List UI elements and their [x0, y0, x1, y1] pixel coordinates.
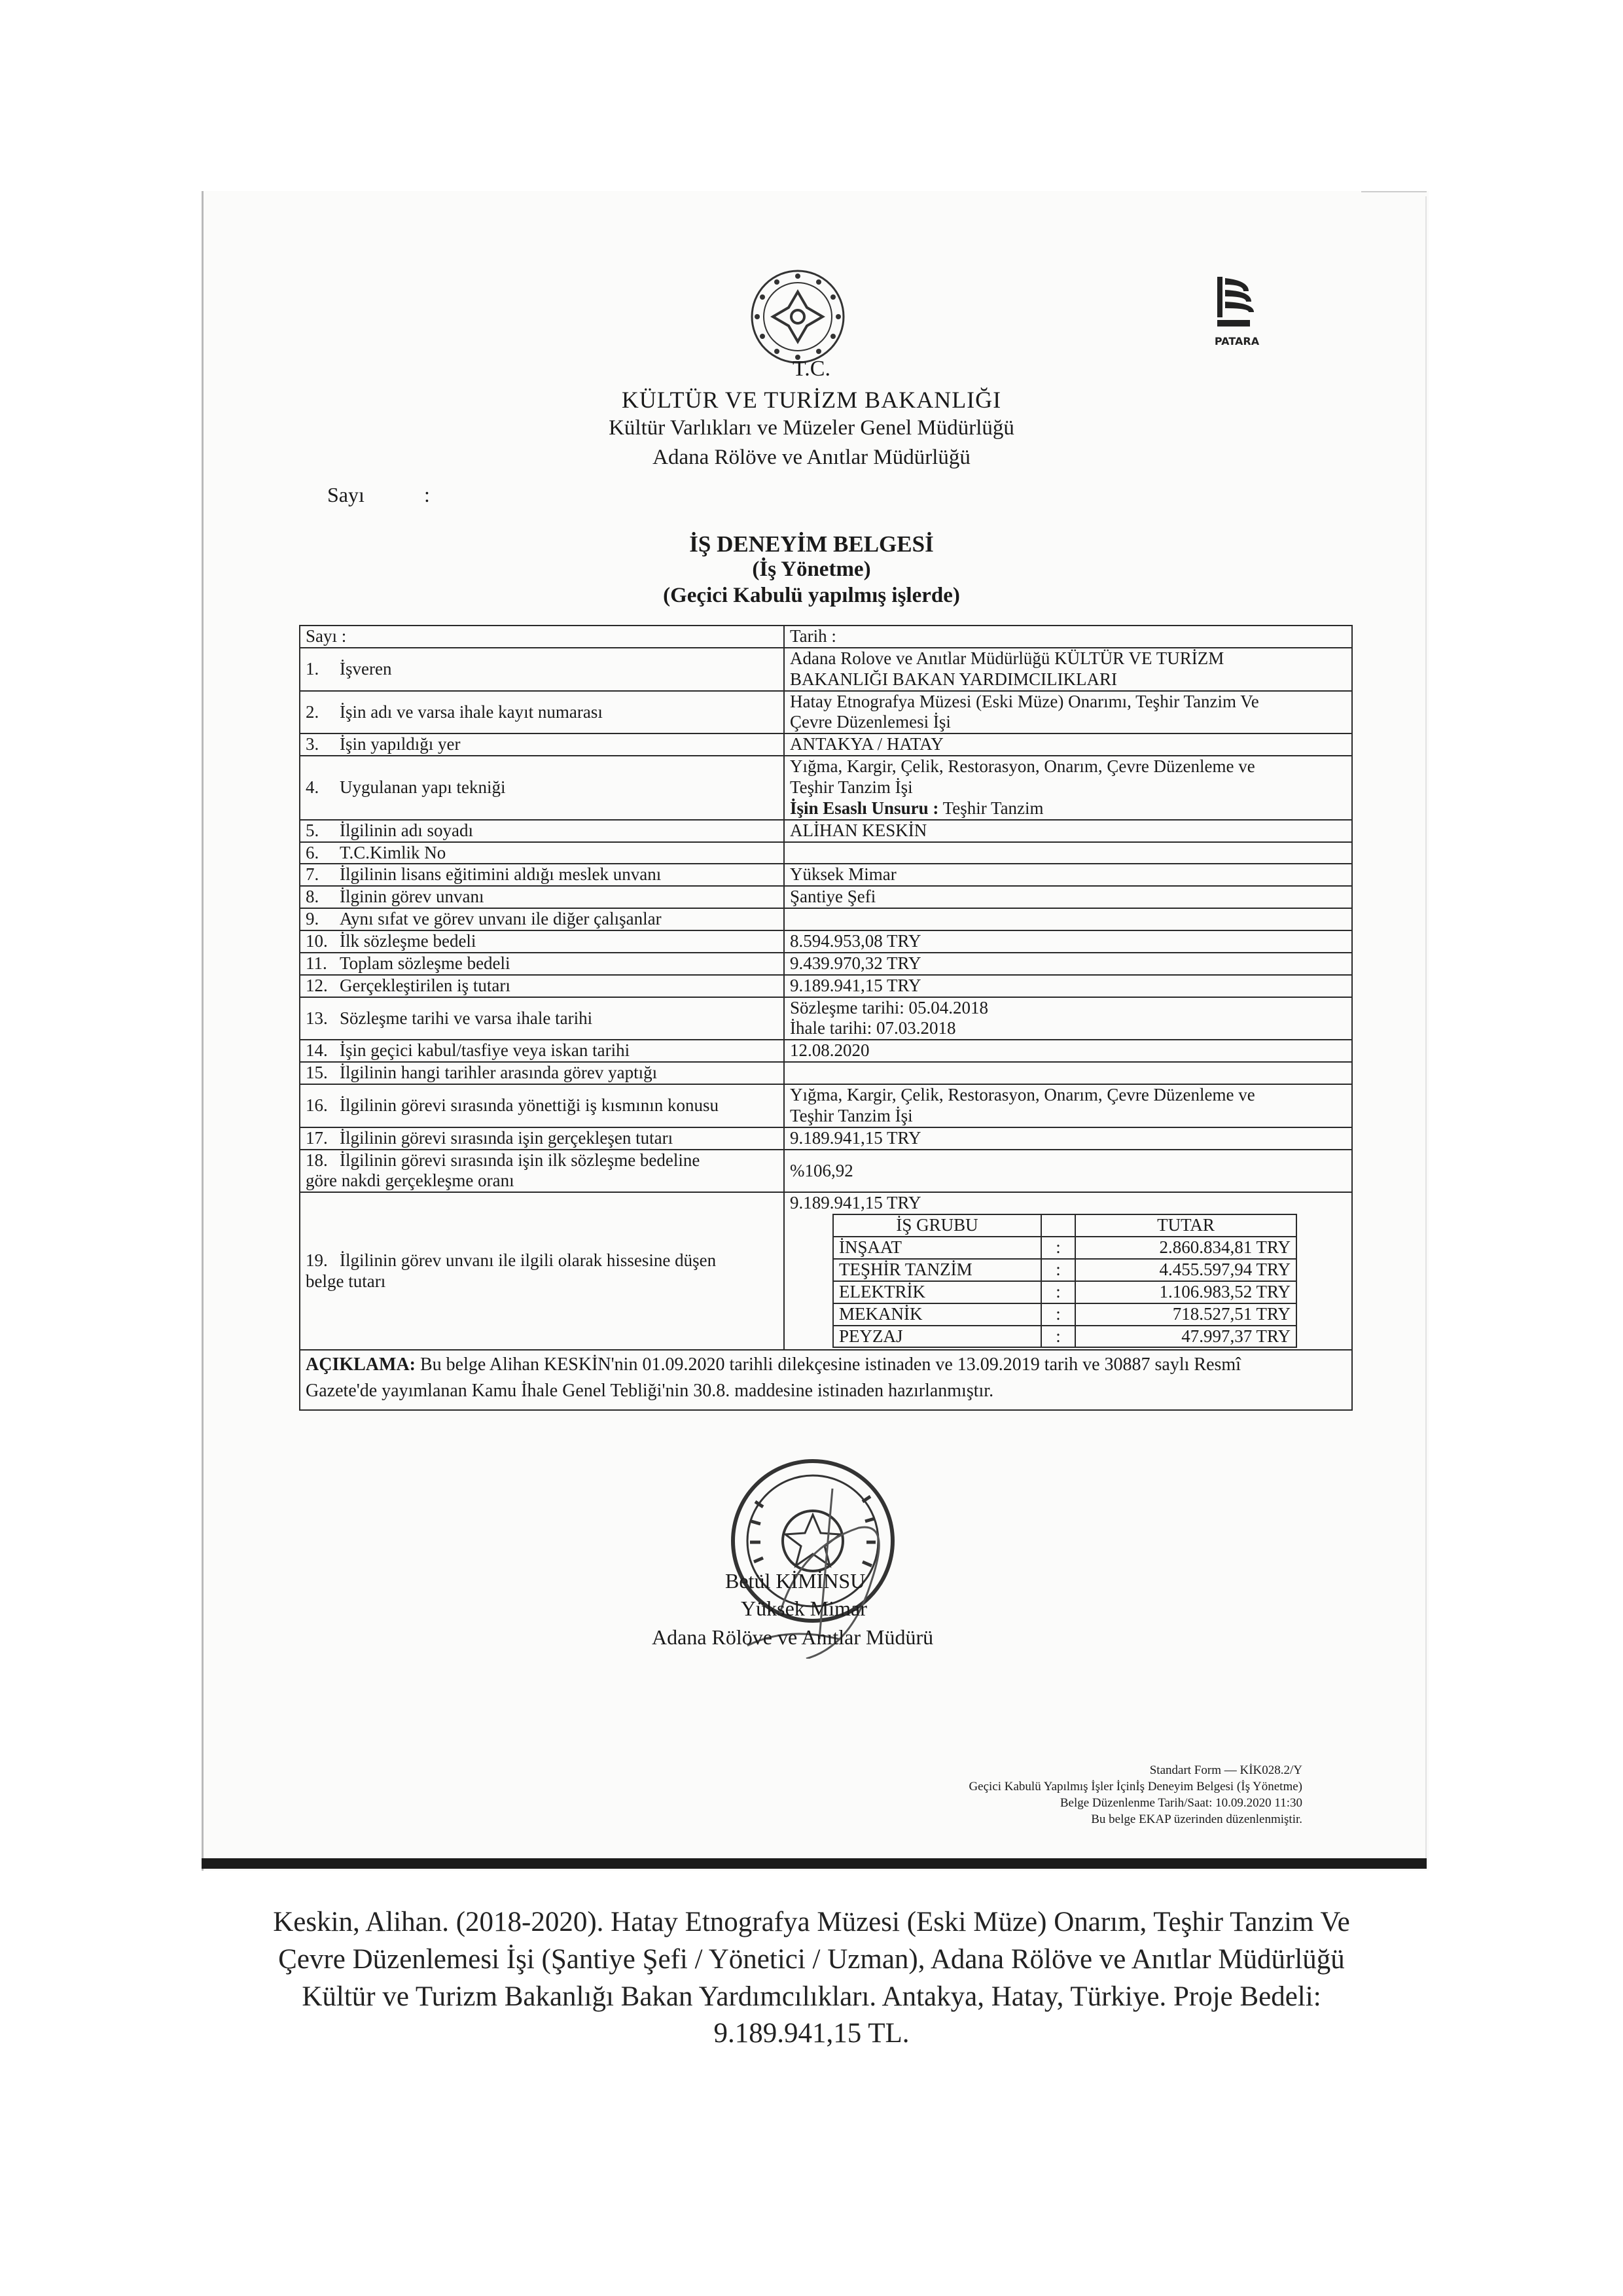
work-group-separator: :: [1041, 1259, 1075, 1281]
work-group-row: [833, 1237, 1296, 1259]
row-number: 11.: [306, 953, 327, 973]
form-row: [300, 1127, 1352, 1150]
row-number: 14.: [306, 1040, 328, 1061]
row-number: 16.: [306, 1095, 328, 1115]
work-group-row: [833, 1303, 1296, 1326]
row-value-text: 9.189.941,15 TRY: [790, 1127, 921, 1148]
row-value-text: Teşhir Tanzim İşi: [790, 1105, 913, 1125]
work-group-row: [833, 1326, 1296, 1348]
form-row: [300, 997, 1352, 1040]
row-value-text: Çevre Düzenlemesi İşi: [790, 712, 951, 732]
experience-form-table: [299, 625, 1353, 1411]
row-value-text: Yüksek Mimar: [790, 864, 897, 885]
row-label-text: İşin yapıldığı yer: [340, 734, 461, 754]
row-label-text: İlgilinin hangi tarihler arasında görev yaptığı: [340, 1063, 658, 1083]
form-row: [300, 908, 1352, 930]
row-value-text: 9.439.970,32 TRY: [790, 953, 921, 973]
footer-issue-datetime: Belge Düzenlenme Tarih/Saat: 10.09.2020 11:30: [1060, 1796, 1302, 1810]
row-label-text: İlgilinin lisans eğitimini aldığı meslek unvanı: [340, 864, 662, 885]
row-number: 19.: [306, 1250, 328, 1270]
amount-column-header: TUTAR: [1075, 1214, 1296, 1237]
form-row-label: [300, 691, 784, 734]
document-subtitle: (Geçici Kabulü yapılmış işlerde): [663, 584, 960, 607]
sayi-colon: :: [424, 483, 430, 506]
row-number: 9.: [306, 909, 319, 929]
citation-text: [167, 1904, 1456, 2053]
work-group-separator: :: [1041, 1281, 1075, 1303]
form-row: [300, 930, 1352, 953]
form-row-value: [784, 733, 1352, 756]
work-group-name: PEYZAJ: [833, 1326, 1041, 1348]
scan-bottom-bar: [202, 1858, 1427, 1869]
form-row-label: [300, 1127, 784, 1150]
row-label-text: Sözleşme tarihi ve varsa ihale tarihi: [340, 1008, 593, 1028]
form-row-label: [300, 908, 784, 930]
work-group-table: [832, 1214, 1297, 1348]
row-number: 7.: [306, 864, 319, 885]
row-value-text: ALİHAN KESKİN: [790, 820, 927, 840]
explanation-text: Bu belge Alihan KESKİN'nin 01.09.2020 tarihli dilekçesine istinaden ve 13.09.2019 tarih ve 30887 saylı Resmî: [416, 1354, 1241, 1375]
row-value-text: 12.08.2020: [790, 1040, 870, 1061]
form-row-label: [300, 864, 784, 886]
form-row-label: [300, 842, 784, 864]
row-label-text: İlgilinin görevi sırasında yönettiği iş kısmının konusu: [340, 1095, 719, 1115]
row-number: 13.: [306, 1008, 328, 1028]
form-row-value: [784, 864, 1352, 886]
form-row-label: [300, 1040, 784, 1062]
form-row-value: [784, 691, 1352, 734]
form-row-value: [784, 1084, 1352, 1127]
row-label-text: İlgilinin görevi sırasında işin gerçekleşen tutarı: [340, 1127, 673, 1148]
work-group-column-header: İŞ GRUBU: [833, 1214, 1041, 1237]
form-row: [300, 975, 1352, 997]
header-tc: T.C.: [793, 357, 830, 381]
work-group-amount: 4.455.597,94 TRY: [1075, 1259, 1296, 1281]
explanation-text: Gazete'de yayımlanan Kamu İhale Genel Tebliği'nin 30.8. maddesine istinaden hazırlanmıştır.: [306, 1381, 994, 1402]
row-number: 3.: [306, 734, 319, 754]
work-group-name: İNŞAAT: [833, 1237, 1041, 1259]
form-row: [300, 864, 1352, 886]
form-row-label: [300, 820, 784, 842]
work-group-name: TEŞHİR TANZİM: [833, 1259, 1041, 1281]
row-label-text: Uygulanan yapı tekniği: [340, 777, 506, 798]
work-group-separator: [1041, 1214, 1075, 1237]
form-row-value: [784, 975, 1352, 997]
row-value-text: Teşhir Tanzim İşi: [790, 777, 913, 798]
form-row-label: [300, 1150, 784, 1193]
work-group-header-row: [833, 1214, 1296, 1237]
work-group-name: MEKANİK: [833, 1303, 1041, 1326]
row-label-text: Aynı sıfat ve görev unvanı ile diğer çalışanlar: [340, 909, 662, 929]
form-row-value: [784, 908, 1352, 930]
form-row-value: [784, 648, 1352, 691]
explanation-label: AÇIKLAMA:: [306, 1354, 416, 1375]
form-row: [300, 691, 1352, 734]
work-group-name: ELEKTRİK: [833, 1281, 1041, 1303]
work-group-amount: 718.527,51 TRY: [1075, 1303, 1296, 1326]
row-label-text: İşin adı ve varsa ihale kayıt numarası: [340, 701, 603, 722]
row-label-text: belge tutarı: [306, 1271, 386, 1291]
citation-line: Çevre Düzenlemesi İşi (Şantiye Şefi / Yönetici / Uzman), Adana Rölöve ve Anıtlar Müdürlüğü: [278, 1943, 1345, 1975]
row-label-text: İlk sözleşme bedeli: [340, 931, 476, 951]
sayi-cell: Sayı :: [300, 626, 784, 648]
row-value-text: Yığma, Kargir, Çelik, Restorasyon, Onarım, Çevre Düzenleme ve: [790, 1085, 1255, 1105]
form-row-label: [300, 733, 784, 756]
row-label-text: Gerçekleştirilen iş tutarı: [340, 975, 510, 995]
form-row: [300, 1040, 1352, 1062]
work-group-row: [833, 1259, 1296, 1281]
form-row-value: [784, 930, 1352, 953]
form-row-label: [300, 886, 784, 908]
svg-text:PATARA: PATARA: [1214, 335, 1260, 347]
form-row-value: [784, 1192, 1352, 1350]
header-regional-office: Adana Rölöve ve Anıtlar Müdürlüğü: [652, 446, 971, 469]
form-row-value: [784, 1150, 1352, 1193]
signatory-office: Adana Rölöve ve Anıtlar Müdürü: [652, 1625, 934, 1649]
form-row-value: [784, 1040, 1352, 1062]
row-value-text: ANTAKYA / HATAY: [790, 734, 944, 754]
form-row-value: [784, 997, 1352, 1040]
form-row: [300, 886, 1352, 908]
row-value-text: İhale tarihi: 07.03.2018: [790, 1018, 956, 1038]
row-number: 8.: [306, 887, 319, 907]
form-row-label: [300, 997, 784, 1040]
header-directorate: Kültür Varlıkları ve Müzeler Genel Müdürlüğü: [609, 416, 1014, 440]
row-label-text: T.C.Kimlik No: [340, 842, 446, 862]
form-row-label: [300, 1062, 784, 1084]
citation-line: Keskin, Alihan. (2018-2020). Hatay Etnografya Müzesi (Eski Müze) Onarım, Teşhir Tanzim Ve: [273, 1907, 1350, 1937]
footer-form-code: Standart Form — KİK028.2/Y: [1149, 1763, 1302, 1777]
row-label-text: İlgilinin görevi sırasında işin ilk sözleşme bedeline: [340, 1150, 700, 1170]
row-number: 10.: [306, 931, 328, 951]
work-group-separator: :: [1041, 1326, 1075, 1348]
work-group-amount: 47.997,37 TRY: [1075, 1326, 1296, 1348]
form-row-value: [784, 842, 1352, 864]
row-value-text: Teşhir Tanzim: [938, 798, 1044, 818]
row-label-text: İşveren: [340, 658, 392, 679]
form-row-label: [300, 953, 784, 975]
work-group-amount: 1.106.983,52 TRY: [1075, 1281, 1296, 1303]
form-row-value: [784, 1127, 1352, 1150]
form-row-value: [784, 953, 1352, 975]
row-number: 17.: [306, 1127, 328, 1148]
form-row-share: [300, 1192, 1352, 1350]
form-row-label: [300, 756, 784, 820]
row-label-text: Toplam sözleşme bedeli: [340, 953, 510, 973]
footer-form-name: Geçici Kabulü Yapılmış İşler İçinİş Deneyim Belgesi (İş Yönetme): [969, 1780, 1302, 1793]
row-value-text: Adana Rolove ve Anıtlar Müdürlüğü KÜLTÜR VE TURİZM: [790, 648, 1224, 668]
row-number: 12.: [306, 975, 328, 995]
form-row-value: [784, 756, 1352, 820]
form-row: [300, 1062, 1352, 1084]
row-value-key: İşin Esaslı Unsuru :: [790, 798, 939, 818]
row-value-text: Hatay Etnografya Müzesi (Eski Müze) Onarımı, Teşhir Tanzim Ve: [790, 691, 1259, 711]
ministry-emblem-icon: [749, 268, 846, 365]
row-number: 4.: [306, 777, 319, 798]
row-value-text: Yığma, Kargir, Çelik, Restorasyon, Onarım, Çevre Düzenleme ve: [790, 756, 1255, 777]
citation-line: Kültür ve Turizm Bakanlığı Bakan Yardımcılıkları. Antakya, Hatay, Türkiye. Proje Bedeli:: [302, 1981, 1321, 2012]
share-total: 9.189.941,15 TRY: [790, 1193, 921, 1213]
form-row: [300, 1150, 1352, 1193]
row-value-text: Şantiye Şefi: [790, 887, 876, 907]
document-subtitle: (İş Yönetme): [752, 557, 871, 581]
form-row: [300, 953, 1352, 975]
form-header-row: [300, 626, 1352, 648]
form-row-label: [300, 1192, 784, 1350]
tarih-cell: Tarih :: [784, 626, 1352, 648]
row-label-text: göre nakdi gerçekleşme oranı: [306, 1171, 514, 1191]
row-number: 15.: [306, 1063, 328, 1083]
footer-ekap-note: Bu belge EKAP üzerinden düzenlenmiştir.: [1091, 1812, 1302, 1826]
signatory-title: Yüksek Mimar: [741, 1597, 867, 1620]
document-title: İŞ DENEYİM BELGESİ: [689, 531, 934, 557]
row-number: 1.: [306, 658, 319, 679]
form-row-label: [300, 1084, 784, 1127]
row-number: 5.: [306, 820, 319, 840]
row-value-text: 9.189.941,15 TRY: [790, 975, 921, 995]
sayi-label: Sayı: [327, 483, 365, 506]
row-label-text: İlgilinin adı soyadı: [340, 820, 473, 840]
form-row-value: [784, 886, 1352, 908]
form-row: [300, 820, 1352, 842]
row-number: 2.: [306, 701, 319, 722]
work-group-amount: 2.860.834,81 TRY: [1075, 1237, 1296, 1259]
work-group-separator: :: [1041, 1303, 1075, 1326]
explanation-cell: [300, 1350, 1352, 1410]
row-value-text: BAKANLIĞI BAKAN YARDIMCILIKLARI: [790, 669, 1117, 689]
explanation-row: [300, 1350, 1352, 1410]
row-number: 18.: [306, 1150, 328, 1170]
patara-logo-icon: [1211, 272, 1263, 350]
work-group-row: [833, 1281, 1296, 1303]
row-label-text: İşin geçici kabul/tasfiye veya iskan tarihi: [340, 1040, 630, 1061]
form-row-label: [300, 930, 784, 953]
scan-edge-line: [1361, 191, 1427, 192]
form-row: [300, 733, 1352, 756]
form-row: [300, 1084, 1352, 1127]
row-value-text: Sözleşme tarihi: 05.04.2018: [790, 997, 988, 1017]
row-value-text: %106,92: [790, 1160, 853, 1180]
row-number: 6.: [306, 842, 319, 862]
form-row: [300, 648, 1352, 691]
header-ministry: KÜLTÜR VE TURİZM BAKANLIĞI: [621, 387, 1002, 413]
row-label-text: İlgilinin görev unvanı ile ilgili olarak hissesine düşen: [340, 1250, 717, 1270]
row-label-text: İlginin görev unvanı: [340, 887, 484, 907]
form-row-value: [784, 820, 1352, 842]
form-row: [300, 756, 1352, 820]
form-row-label: [300, 975, 784, 997]
signatory-name: Betül KİMİNSU: [725, 1569, 866, 1593]
form-row-value: [784, 1062, 1352, 1084]
form-row-label: [300, 648, 784, 691]
form-row: [300, 842, 1352, 864]
row-value-text: 8.594.953,08 TRY: [790, 931, 921, 951]
work-group-separator: :: [1041, 1237, 1075, 1259]
citation-line: 9.189.941,15 TL.: [713, 2018, 910, 2049]
